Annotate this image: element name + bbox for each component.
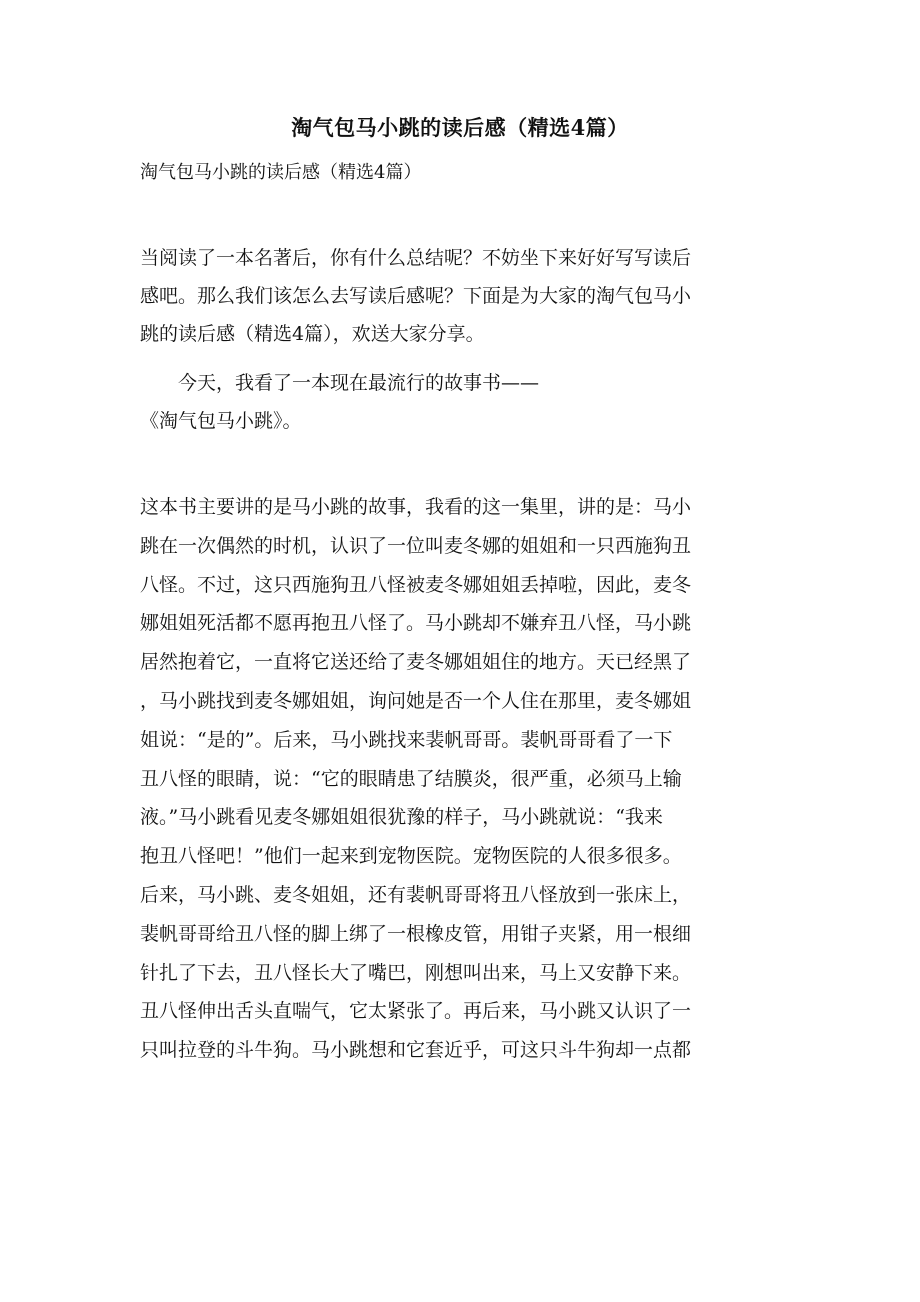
text-line: 裴帆哥哥给丑八怪的脚上绑了一根橡皮管，用钳子夹紧，用一根细 bbox=[140, 922, 692, 945]
story-intro-paragraph bbox=[140, 364, 780, 440]
text-line: 居然抱着它，一直将它送还给了麦冬娜姐姐住的地方。天已经黑了 bbox=[140, 651, 692, 674]
text-line: 液。”马小跳看见麦冬娜姐姐很犹豫的样子，马小跳就说：“我来 bbox=[140, 806, 663, 829]
text-line: ，马小跳找到麦冬娜姐姐，询问她是否一个人住在那里，麦冬娜姐 bbox=[140, 689, 692, 712]
intro-paragraph bbox=[140, 239, 780, 353]
document-title: 淘气包马小跳的读后感（精选4篇） bbox=[291, 115, 629, 140]
text-line: 今天，我看了一本现在最流行的故事书—— bbox=[178, 372, 540, 394]
text-line: 八怪。不过，这只西施狗丑八怪被麦冬娜姐姐丢掉啦，因此，麦冬 bbox=[140, 573, 692, 596]
text-line: 针扎了下去，丑八怪长大了嘴巴，刚想叫出来，马上又安静下来。 bbox=[140, 961, 692, 984]
text-line: 娜姐姐死活都不愿再抱丑八怪了。马小跳却不嫌弃丑八怪，马小跳 bbox=[140, 612, 692, 635]
story-summary-paragraph bbox=[140, 488, 780, 1070]
text-line: 《淘气包马小跳》。 bbox=[140, 410, 302, 432]
text-line: 跳在一次偶然的时机，认识了一位叫麦冬娜的姐姐和一只西施狗丑 bbox=[140, 534, 692, 557]
text-line: 只叫拉登的斗牛狗。马小跳想和它套近乎，可这只斗牛狗却一点都 bbox=[140, 1039, 692, 1062]
text-line: 这本书主要讲的是马小跳的故事，我看的这一集里，讲的是：马小 bbox=[140, 496, 692, 518]
text-line: 丑八怪的眼睛，说：“它的眼睛患了结膜炎，很严重，必须马上输 bbox=[140, 767, 682, 790]
text-line: 跳的读后感（精选4篇），欢送大家分享。 bbox=[140, 323, 485, 345]
text-line: 感吧。那么我们该怎么去写读后感呢？下面是为大家的淘气包马小 bbox=[140, 285, 692, 307]
text-line: 抱丑八怪吧！”他们一起来到宠物医院。宠物医院的人很多很多。 bbox=[140, 845, 682, 868]
text-line: 当阅读了一本名著后，你有什么总结呢？不妨坐下来好好写写读后 bbox=[140, 247, 692, 269]
text-line: 姐说：“是的”。后来，马小跳找来裴帆哥哥。裴帆哥哥看了一下 bbox=[140, 728, 673, 751]
text-line: 丑八怪伸出舌头直喘气，它太紧张了。再后来，马小跳又认识了一 bbox=[140, 1000, 692, 1023]
text-line: 后来，马小跳、麦冬姐姐，还有裴帆哥哥将丑八怪放到一张床上， bbox=[140, 883, 692, 906]
document-subtitle: 淘气包马小跳的读后感（精选4篇） bbox=[140, 162, 422, 183]
